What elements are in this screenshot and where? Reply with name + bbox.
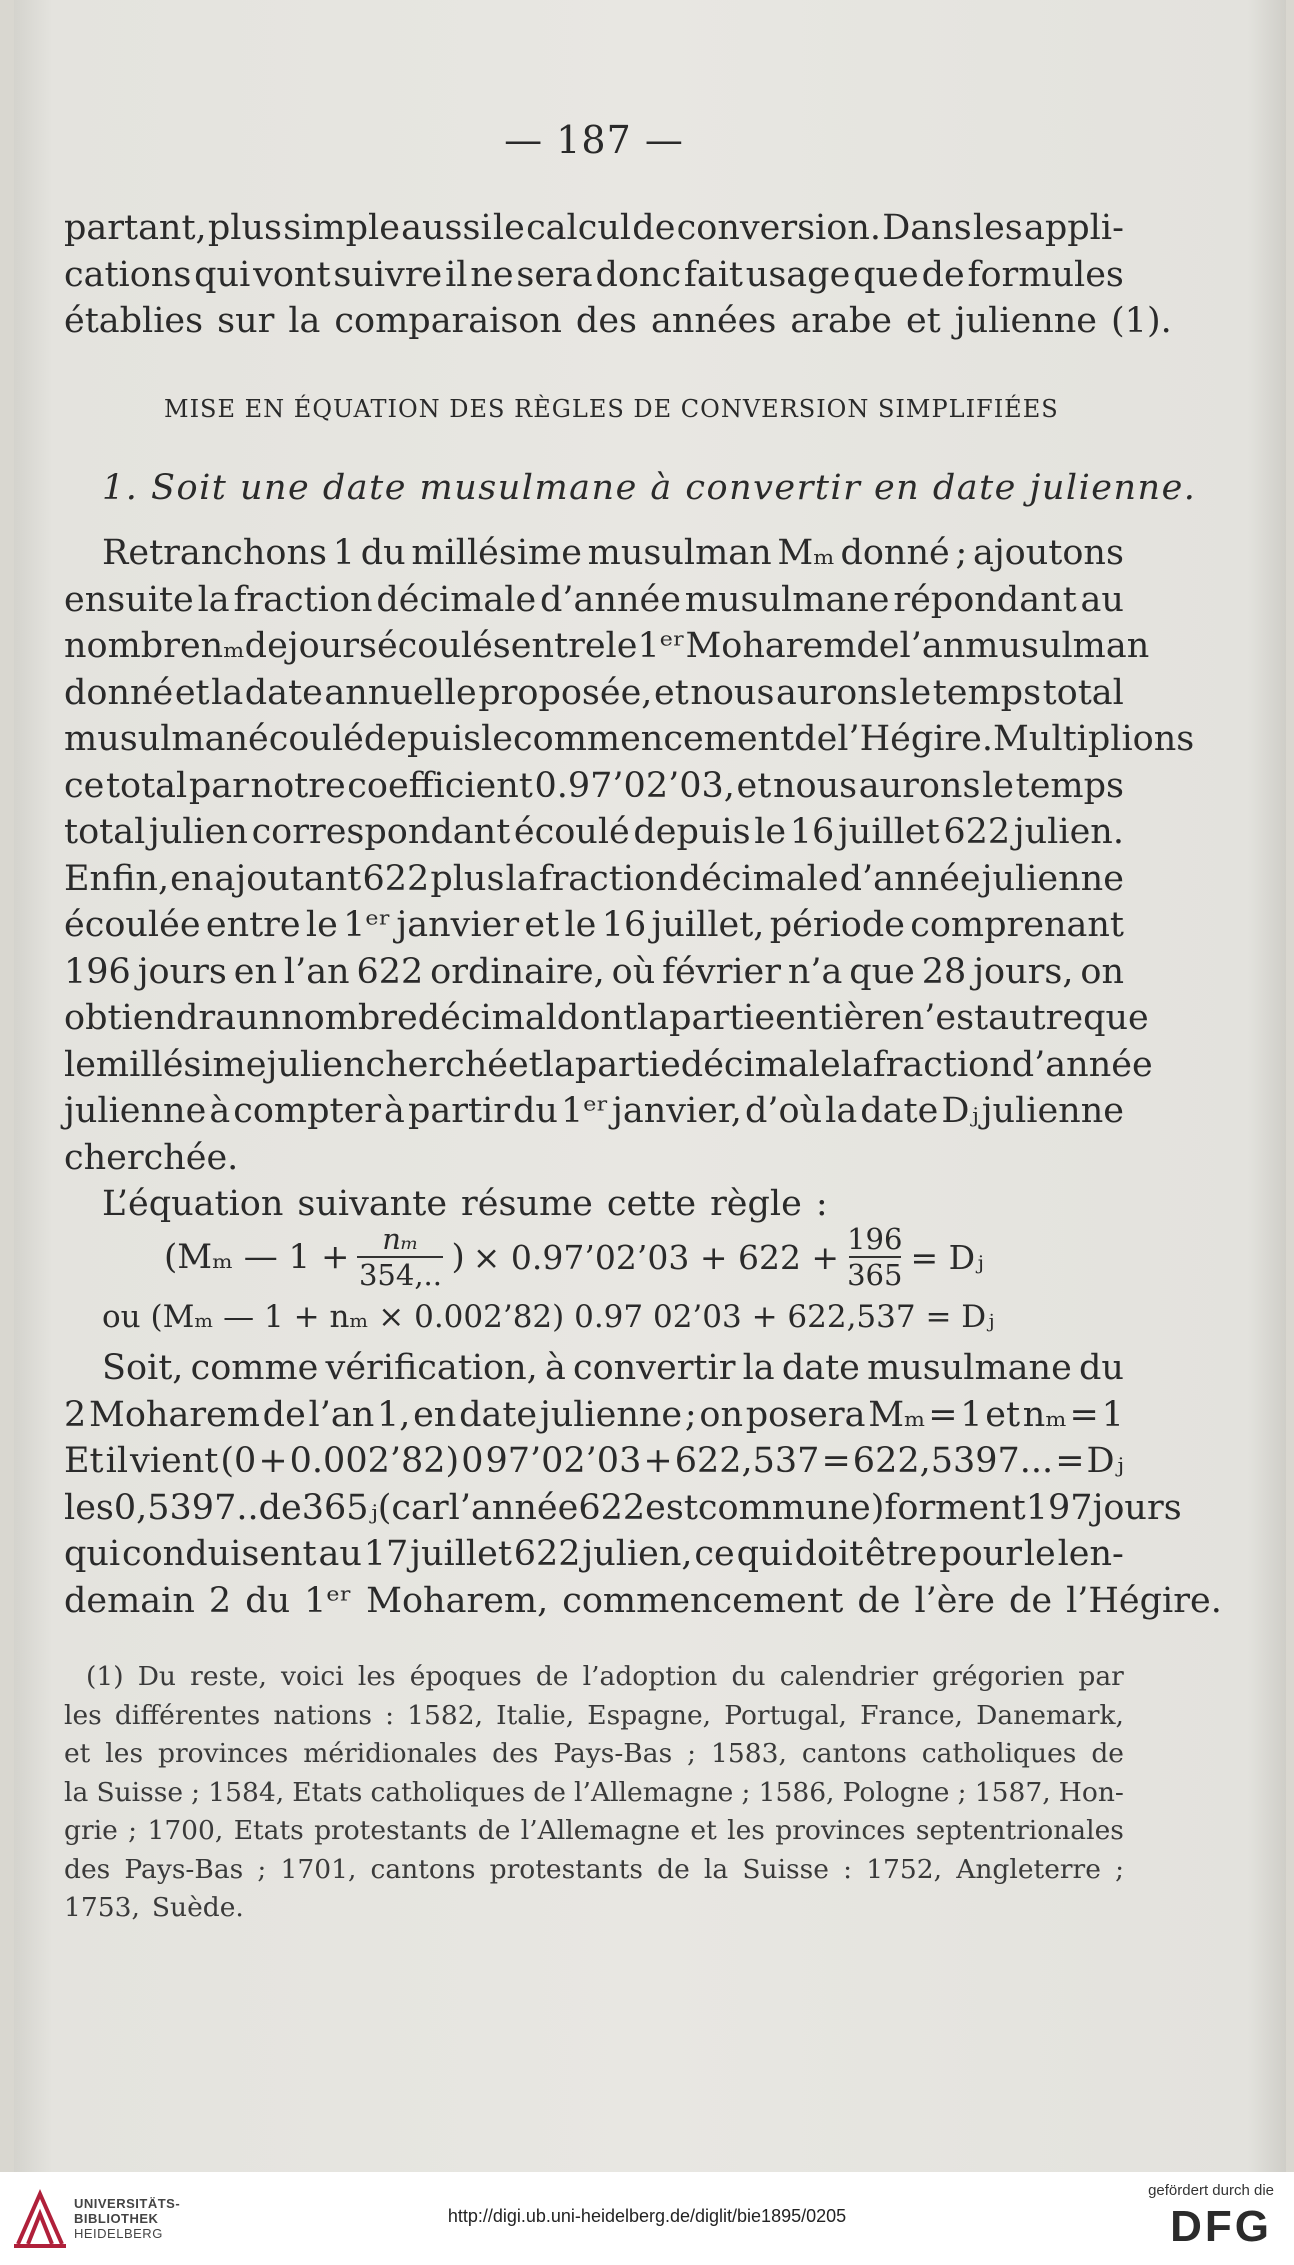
- footnote-line: les différentes nations : 1582, Italie, Espagne, Portugal, France, Danemark,: [64, 1699, 1124, 1731]
- footnote-line: et les provinces méridionales des Pays-Bas ; 1583, cantons catholiques de: [64, 1738, 1124, 1769]
- document-page: [14, 0, 1286, 2172]
- text-line: qui conduisent au 17 juillet 622 julien, ce qui doit être pour le len-: [64, 1534, 1124, 1574]
- text-line: 2 Moharem de l’an 1, en date julienne ; on posera Mₘ = 1 et nₘ = 1: [64, 1394, 1124, 1435]
- text-line: établies sur la comparaison des années arabe et julienne (1).: [64, 301, 1172, 341]
- text-line: ensuite la fraction décimale d’année musulmane répondant au: [64, 579, 1124, 620]
- footnote-line: la Suisse ; 1584, Etats catholiques de l’Allemagne ; 1586, Pologne ; 1587, Hon-: [64, 1776, 1124, 1808]
- source-url-link[interactable]: http://digi.ub.uni-heidelberg.de/diglit/bie1895/0205: [447, 2206, 847, 2226]
- equation-1-middle: × 0.97’02’03 + 622 +: [472, 1237, 840, 1277]
- fraction-2-numerator: 196: [847, 1222, 903, 1256]
- equation-1: [164, 1222, 984, 1292]
- footnote-line: des Pays-Bas ; 1701, cantons protestants de la Suisse : 1752, Angleterre ;: [64, 1853, 1124, 1885]
- paragraph-1: [64, 205, 1172, 345]
- library-name-line: UNIVERSITÄTS-: [74, 2196, 181, 2211]
- text-line: Soit, comme vérification, à convertir la date musulmane du: [102, 1348, 1124, 1388]
- text-line: les 0,5397.. de 365ⱼ (car l’année 622 est commune) forment 197 jours: [64, 1487, 1182, 1528]
- page-number: — 187 —: [504, 118, 684, 162]
- paragraph-2: [64, 530, 1195, 1228]
- text-line: cherchée.: [64, 1137, 239, 1178]
- equation-2: ou (Mₘ — 1 + nₘ × 0.002’82) 0.97 02’03 + 622,537 = Dⱼ: [102, 1299, 995, 1335]
- text-line: obtiendra un nombre décimal dont la partie entière n’est autre que: [64, 998, 1149, 1038]
- text-line: demain 2 du 1ᵉʳ Moharem, commencement de l’ère de l’Hégire.: [64, 1580, 1222, 1621]
- footnote-line: 1753, Suède.: [64, 1892, 244, 1923]
- fraction-2-denominator: 365: [847, 1258, 903, 1292]
- text-line: cations qui vont suivre il ne sera donc fait usage que de formules: [64, 254, 1124, 295]
- text-line: partant, plus simple aussi le calcul de conversion. Dans les appli-: [64, 208, 1124, 248]
- fraction-1: [357, 1222, 443, 1292]
- footnote: [64, 1658, 1124, 1928]
- paragraph-3: [64, 1345, 1222, 1624]
- text-line: le millésime julien cherché et la partie décimale la fraction d’année: [64, 1044, 1153, 1085]
- fraction-2: [847, 1222, 902, 1292]
- text-line: Retranchons 1 du millésime musulman Mₘ donné ; ajoutons: [102, 533, 1124, 573]
- footer-bar: [0, 2172, 1294, 2265]
- text-line: musulman écoulé depuis le commencement de l’Hégire. Multiplions: [64, 719, 1195, 759]
- equation-1-end: = Dⱼ: [910, 1237, 984, 1277]
- footnote-line: grie ; 1700, Etats protestants de l’Allemagne et les provinces septentrionales: [64, 1815, 1124, 1846]
- library-name-line: HEIDELBERG: [74, 2226, 163, 2241]
- text-line: julienne à compter à partir du 1ᵉʳ janvier, d’où la date Dⱼ julienne: [64, 1091, 1124, 1131]
- text-line: Et il vient (0 + 0.002’82) 0 97’02’03 + 622,537 = 622,5397... = Dⱼ: [64, 1441, 1124, 1481]
- subheading: 1. Soit une date musulmane à convertir en date julienne.: [102, 468, 1197, 508]
- dfg-logo: DFG: [1170, 2202, 1272, 2251]
- equation-1-open: (Mₘ — 1 +: [164, 1237, 350, 1277]
- text-line: écoulée entre le 1ᵉʳ janvier et le 16 juillet, période comprenant: [64, 905, 1124, 945]
- equation-1-close: ): [451, 1237, 465, 1277]
- funder-label: gefördert durch die: [1148, 2182, 1274, 2199]
- text-line: donné et la date annuelle proposée, et nous aurons le temps total: [64, 672, 1124, 713]
- text-line: nombre nₘ de jours écoulés entre le 1ᵉʳ Moharem de l’an musulman: [64, 626, 1150, 666]
- section-heading: MISE EN ÉQUATION DES RÈGLES DE CONVERSION SIMPLIFIÉES: [164, 395, 1059, 423]
- library-name-line: BIBLIOTHEK: [74, 2211, 159, 2226]
- text-line: total julien correspondant écoulé depuis le 16 juillet 622 julien.: [64, 812, 1124, 852]
- text-line: ce total par notre coefficient 0.97’02’03, et nous aurons le temps: [64, 765, 1124, 806]
- text-line: 196 jours en l’an 622 ordinaire, où février n’a que 28 jours, on: [64, 951, 1124, 992]
- fraction-1-numerator: nₘ: [382, 1222, 419, 1256]
- fraction-1-denominator: 354,..: [358, 1258, 442, 1292]
- text-line: Enfin, en ajoutant 622 plus la fraction décimale d’année julienne: [64, 858, 1124, 899]
- equation-intro: L’équation suivante résume cette règle :: [102, 1184, 828, 1224]
- footnote-line: (1) Du reste, voici les époques de l’adoption du calendrier grégorien par: [86, 1661, 1124, 1692]
